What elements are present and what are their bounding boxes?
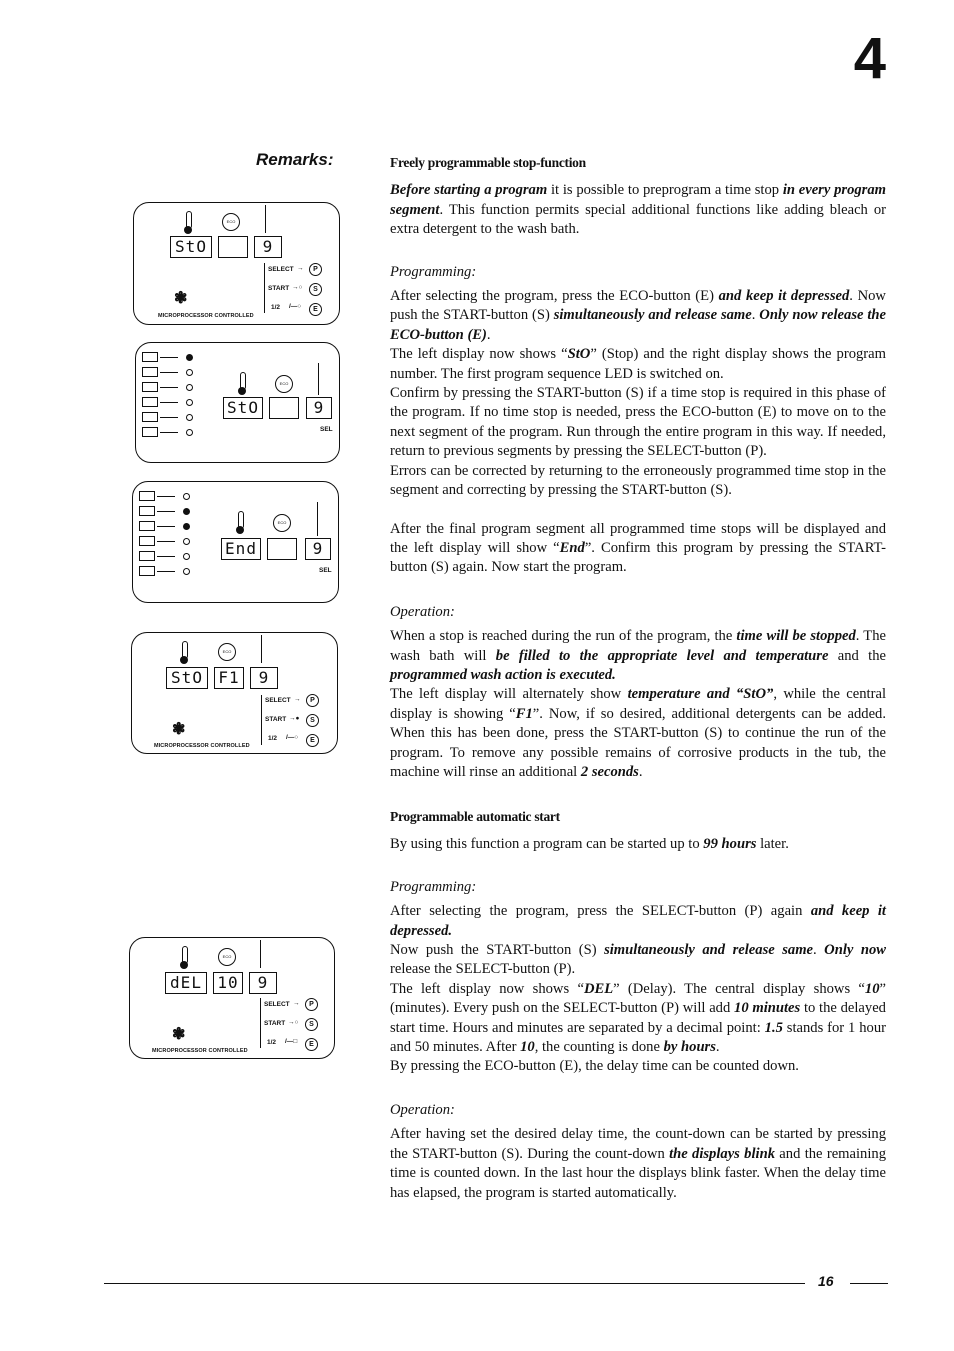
paragraph: After selecting the program, press the SELECT-button (P) again and keep it depressed. <box>390 903 886 939</box>
paragraph: Errors can be corrected by returning to the erroneously programmed time stop in the segment and correcting by pressing the START-button (S). <box>390 462 886 499</box>
control-panel-delay: ECO dEL 10 9 SELECT → P START →○ S 1/2 /—□ E ❃ MICROPROCESSOR CONTROLLED <box>129 937 335 1059</box>
paragraph: After selecting the program, press the ECO-button (E) and keep it depressed. Now push the START-button (S) simultaneously and release same. Only now release the ECO-button (E). <box>390 288 886 343</box>
right-display: 9 <box>305 538 331 560</box>
subheading: Programming: <box>390 263 477 280</box>
right-display: 9 <box>306 397 332 419</box>
half-label: 1/2 <box>268 735 278 742</box>
thermometer-icon <box>238 511 244 529</box>
section-automatic-start <box>390 807 886 1203</box>
right-display: 9 <box>250 667 278 689</box>
left-display: dEL <box>165 972 207 994</box>
left-display: End <box>221 538 261 560</box>
brand-label: MICROPROCESSOR CONTROLLED <box>158 313 254 319</box>
paragraph: After the final program segment all programmed time stops will be displayed and the left display will show “End”. Confirm this program by pressing the START-button (S) again. Now start the program. <box>390 520 886 576</box>
eco-icon: ECO <box>218 948 236 966</box>
start-label: START <box>264 1020 286 1027</box>
start-button-s: S <box>305 1018 318 1031</box>
eco-icon: ECO <box>218 643 236 661</box>
thermometer-icon <box>186 211 192 229</box>
select-label: SELECT <box>264 1001 290 1008</box>
paragraph: By pressing the ECO-button (E), the delay time can be counted down. <box>390 1058 799 1075</box>
center-display <box>218 236 248 258</box>
atom-icon: ❃ <box>174 290 188 307</box>
thermometer-icon <box>240 372 246 390</box>
brand-label: MICROPROCESSOR CONTROLLED <box>154 743 250 749</box>
section-heading: Freely programmable stop-function <box>390 155 586 170</box>
eco-icon: ECO <box>222 213 240 231</box>
start-button-s: S <box>306 714 319 727</box>
control-panel-end <box>132 481 339 603</box>
brand-label: MICROPROCESSOR CONTROLLED <box>152 1048 248 1054</box>
atom-icon: ❃ <box>172 721 186 738</box>
start-label: START <box>265 716 287 723</box>
subheading: Operation: <box>390 603 455 620</box>
select-button-p: P <box>309 263 322 276</box>
section-stop-function <box>390 153 886 782</box>
control-panel-stop: ECO StO 9 SELECT → P START →○ S 1/2 /—○ E ❃ MICROPROCESSOR CONTROLLED <box>133 202 340 325</box>
select-label: SELECT <box>265 697 291 704</box>
eco-icon: ECO <box>275 375 293 393</box>
center-display: F1 <box>214 667 244 689</box>
eco-button-e: E <box>305 1038 318 1051</box>
half-label: 1/2 <box>271 304 281 311</box>
control-panel-f1: ECO StO F1 9 SELECT → P START →● S 1/2 /—○ E ❃ MICROPROCESSOR CONTROLLED <box>131 632 338 754</box>
paragraph: When a stop is reached during the run of the program, the time will be stopped. The wash bath will be filled to the appropriate level and temperature and the programmed wash action is executed. <box>390 628 886 683</box>
page-number: 16 <box>818 1273 834 1289</box>
footer-rule-left <box>104 1283 805 1284</box>
paragraph: Before starting a program it is possible to preprogram a time stop in every program segment. This function permits special additional functions like adding bleach or extra detergent to the wash bath. <box>390 182 886 238</box>
remarks-label: Remarks: <box>256 150 334 169</box>
paragraph: After having set the desired delay time, the count-down can be started by pressing the START-button (S). During the count-down the displays blink and the remaining time is counted down. In the last hour the displays blink faster. When the delay time has elapsed, the program is started automatically. <box>390 1126 887 1201</box>
sel-label: SEL <box>320 426 333 433</box>
thermometer-icon <box>182 946 188 964</box>
paragraph: The left display will alternately show temperature and “StO”, while the central display is showing “F1”. Now, if so desired, additional detergents can be added. When this has been done, press the START-button (S) to continue the run of the program. To remove any possible remains of corrosive products in the tub, the machine will rinse an additional 2 seconds. <box>390 686 887 780</box>
atom-icon: ❃ <box>172 1026 186 1043</box>
paragraph: The left display now shows “DEL” (Delay). The central display shows “10” (minutes). Every push on the SELECT-button (P) will add 10 minutes to the delayed start time. Hours and minutes are separated by a decimal point: 1.5 stands for 1 hour and 50 minutes. After 10, the counting is done by hours. <box>390 980 886 1056</box>
subheading: Operation: <box>390 1101 455 1118</box>
start-label: START <box>268 285 290 292</box>
select-button-p: P <box>306 694 319 707</box>
section-heading: Programmable automatic start <box>390 809 560 824</box>
right-display: 9 <box>249 972 277 994</box>
thermometer-icon <box>182 641 188 659</box>
sel-label: SEL <box>319 567 332 574</box>
left-display: StO <box>166 667 208 689</box>
subheading: Programming: <box>390 878 477 895</box>
start-button-s: S <box>309 283 322 296</box>
left-display: StO <box>170 236 212 258</box>
center-display <box>267 538 297 560</box>
eco-icon: ECO <box>273 514 291 532</box>
right-display: 9 <box>254 236 282 258</box>
eco-button-e: E <box>306 734 319 747</box>
center-display <box>269 397 299 419</box>
paragraph: Confirm by pressing the START-button (S) if a time stop is required in this phase of the program. If no time stop is needed, press the ECO-button (E) to move on to the next segment of the program. Run through the entire program in this way. If needed, return to previous segments by pressing the SELECT-button (P). <box>390 385 886 460</box>
select-label: SELECT <box>268 266 294 273</box>
footer-rule-right <box>850 1283 888 1284</box>
eco-button-e: E <box>309 303 322 316</box>
paragraph: By using this function a program can be started up to 99 hours later. <box>390 836 789 853</box>
control-panel-segments <box>135 342 340 463</box>
left-display: StO <box>223 397 263 419</box>
select-button-p: P <box>305 998 318 1011</box>
center-display: 10 <box>213 972 243 994</box>
half-label: 1/2 <box>267 1039 277 1046</box>
paragraph: Now push the START-button (S) simultaneously and release same. Only now release the SELECT-button (P). <box>390 942 886 978</box>
paragraph: The left display now shows “StO” (Stop) and the right display shows the program number. The first program sequence LED is switched on. <box>390 346 887 382</box>
chapter-number: 4 <box>853 26 886 91</box>
